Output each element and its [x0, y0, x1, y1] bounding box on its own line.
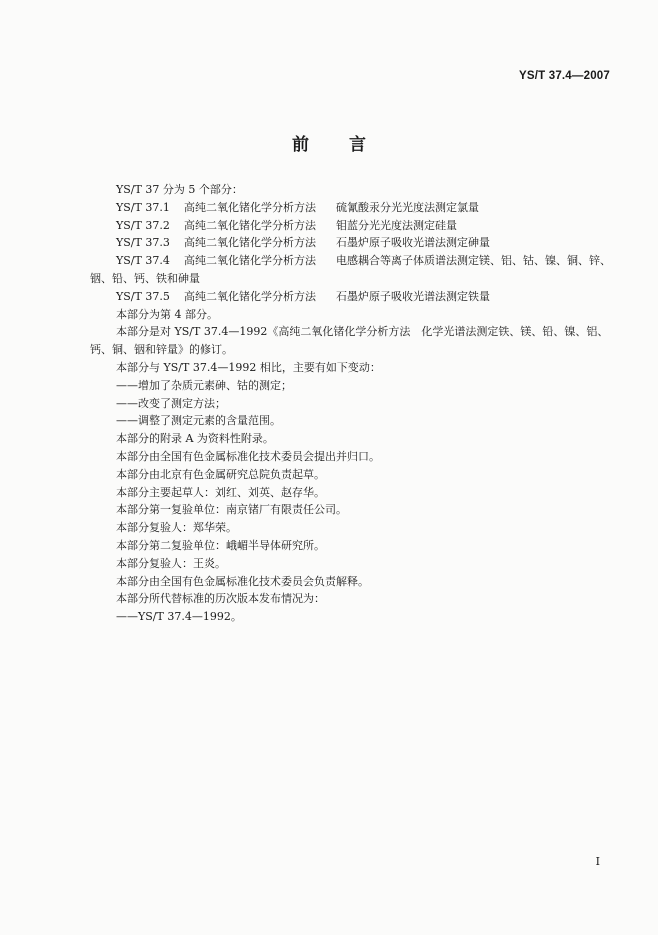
annex-statement: 本部分的附录 A 为资料性附录。 [116, 432, 274, 446]
part-item-4 [104, 252, 612, 270]
proposer-statement: 本部分由全国有色金属标准化技术委员会提出并归口。 [116, 449, 380, 463]
revision-statement: 本部分是对 YS/T 37.4—1992《高纯二氧化锗化学分析方法 化学光谱法测定铁、镁、铅、镍、铝、 [116, 325, 609, 339]
page-number: I [595, 855, 600, 868]
first-verify-unit: 本部分第一复验单位：南京锗厂有限责任公司。 [116, 503, 347, 517]
second-verify-unit: 本部分第二复验单位：峨嵋半导体研究所。 [116, 538, 325, 552]
part-item-2 [104, 217, 612, 235]
drafting-org-statement: 本部分由北京有色金属研究总院负责起草。 [116, 467, 325, 481]
changes-intro: 本部分与 YS/T 37.4—1992 相比，主要有如下变动： [116, 360, 381, 374]
part-family: 高纯二氧化锗化学分析方法 [184, 289, 316, 303]
change-item: ——增加了杂质元素砷、钴的测定； [116, 378, 292, 392]
second-verifier: 本部分复验人：王炎。 [116, 556, 226, 570]
part-method: 硫氰酸汞分光光度法测定氯量 [336, 200, 479, 214]
change-item: ——调整了测定元素的含量范围。 [116, 414, 281, 428]
drafters-statement: 本部分主要起草人：刘红、刘英、赵存华。 [116, 485, 325, 499]
part-family: 高纯二氧化锗化学分析方法 [184, 200, 316, 214]
interpreter-statement: 本部分由全国有色金属标准化技术委员会负责解释。 [116, 574, 369, 588]
history-item: ——YS/T 37.4—1992。 [116, 610, 242, 624]
first-verifier: 本部分复验人：郑华荣。 [116, 521, 237, 535]
part-code: YS/T 37.3 [116, 236, 170, 250]
part-family: 高纯二氧化锗化学分析方法 [184, 218, 316, 232]
part-method: 石墨炉原子吸收光谱法测定铁量 [336, 289, 490, 303]
part-code: YS/T 37.5 [116, 289, 170, 303]
revision-statement-continuation: 钙、铜、铟和锌量》的修订。 [90, 343, 233, 357]
part-item-1 [104, 199, 612, 217]
part-code: YS/T 37.2 [116, 218, 170, 232]
part-method: 石墨炉原子吸收光谱法测定砷量 [336, 236, 490, 250]
part-code: YS/T 37.4 [116, 254, 170, 268]
change-item: ——改变了测定方法； [116, 396, 226, 410]
part-family: 高纯二氧化锗化学分析方法 [184, 254, 316, 268]
standard-code: YS/T 37.4—2007 [518, 70, 610, 82]
intro-paragraph: YS/T 37 分为 5 个部分： [116, 183, 243, 196]
history-intro: 本部分所代替标准的历次版本发布情况为： [116, 592, 325, 606]
part-number-statement: 本部分为第 4 部分。 [116, 307, 218, 321]
page-title: 前言 [292, 135, 406, 155]
part-item-3 [104, 234, 612, 252]
part-item-4-continuation: 铟、铅、钙、铁和砷量 [90, 271, 200, 285]
part-family: 高纯二氧化锗化学分析方法 [184, 236, 316, 250]
part-item-5 [104, 288, 612, 306]
foreword-body [90, 181, 612, 626]
part-method: 电感耦合等离子体质谱法测定镁、铝、钴、镍、铜、锌、 [336, 254, 611, 268]
part-code: YS/T 37.1 [116, 200, 170, 214]
part-method: 钼蓝分光光度法测定硅量 [336, 218, 457, 232]
